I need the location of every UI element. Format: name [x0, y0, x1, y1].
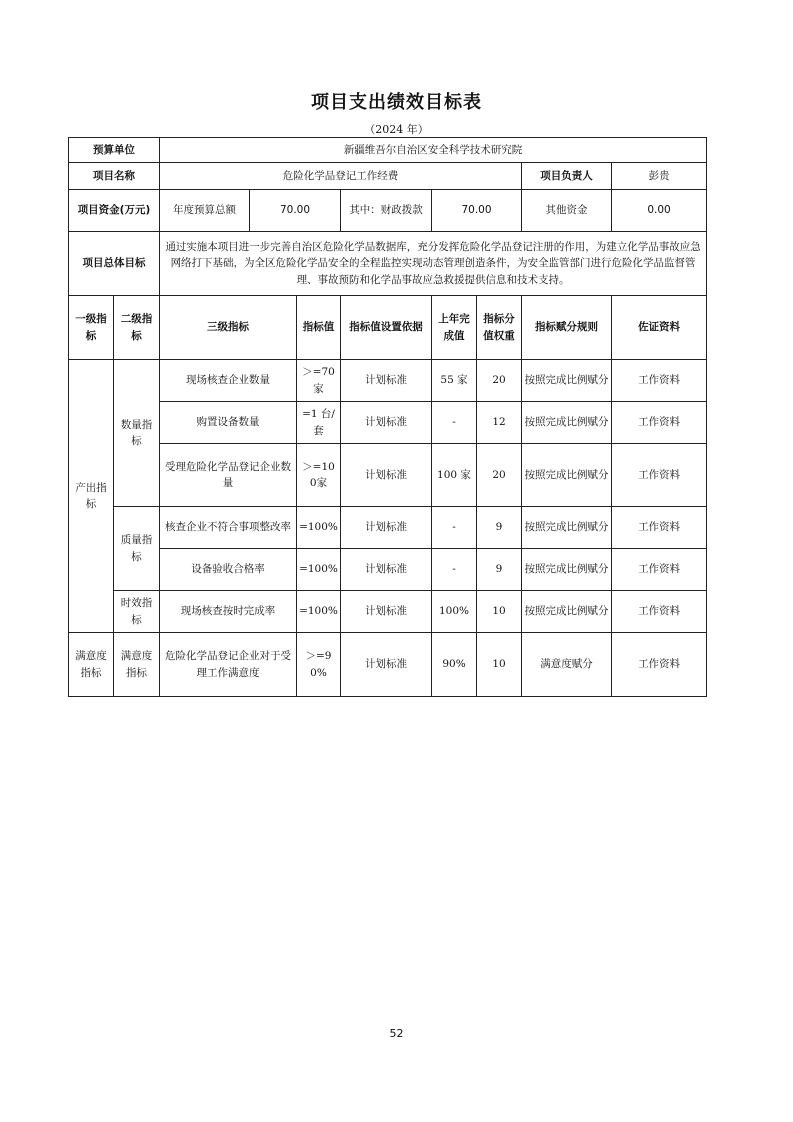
project-name-label: 项目名称 [69, 163, 160, 190]
indicator-value: =1 台/套 [297, 402, 341, 444]
indicator-basis: 计划标准 [341, 360, 432, 402]
project-name-row [69, 163, 707, 190]
funds-row [69, 190, 707, 232]
page-number: 52 [389, 1027, 404, 1040]
header-basis: 指标值设置依据 [341, 296, 432, 360]
indicator-name: 现场核查按时完成率 [160, 591, 297, 633]
project-name-value: 危险化学品登记工作经费 [160, 163, 522, 190]
fiscal-label: 其中：财政拨款 [341, 190, 432, 232]
group-timeliness: 时效指标 [114, 591, 160, 633]
indicator-name: 危险化学品登记企业对于受理工作满意度 [160, 633, 297, 697]
indicator-name: 现场核查企业数量 [160, 360, 297, 402]
indicator-last-year: 55 家 [432, 360, 477, 402]
leader-label: 项目负责人 [522, 163, 612, 190]
indicator-rule: 按照完成比例赋分 [522, 507, 612, 549]
unit-row [69, 138, 707, 163]
indicator-evidence: 工作资料 [612, 549, 707, 591]
goal-text: 通过实施本项目进一步完善自治区危险化学品数据库，充分发挥危险化学品登记注册的作用，为建立化学品事故应急网络打下基础，为全区危险化学品安全的全程监控实现动态管理创造条件，为安全监管部门进行危险化学品监督管理、事故预防和化学品事故应急救援提供信息和技术支持。 [160, 232, 707, 296]
indicator-evidence: 工作资料 [612, 360, 707, 402]
indicator-evidence: 工作资料 [612, 402, 707, 444]
indicator-rule: 满意度赋分 [522, 633, 612, 697]
indicator-rule: 按照完成比例赋分 [522, 360, 612, 402]
unit-value: 新疆维吾尔自治区安全科学技术研究院 [160, 138, 707, 163]
header-level3: 三级指标 [160, 296, 297, 360]
fiscal-value: 70.00 [432, 190, 522, 232]
indicator-weight: 10 [477, 633, 522, 697]
indicator-last-year: - [432, 549, 477, 591]
indicator-last-year: 90% [432, 633, 477, 697]
table-row [69, 507, 707, 549]
table-row [69, 360, 707, 402]
indicator-name: 核查企业不符合事项整改率 [160, 507, 297, 549]
indicator-evidence: 工作资料 [612, 633, 707, 697]
annual-budget-value: 70.00 [250, 190, 341, 232]
table-row [69, 444, 707, 507]
indicator-weight: 10 [477, 591, 522, 633]
unit-label: 预算单位 [69, 138, 160, 163]
goal-label: 项目总体目标 [69, 232, 160, 296]
indicator-weight: 9 [477, 549, 522, 591]
indicator-rule: 按照完成比例赋分 [522, 549, 612, 591]
indicator-rule: 按照完成比例赋分 [522, 402, 612, 444]
indicator-basis: 计划标准 [341, 549, 432, 591]
annual-budget-label: 年度预算总额 [160, 190, 250, 232]
other-funds-value: 0.00 [612, 190, 707, 232]
leader-value: 彭贵 [612, 163, 707, 190]
indicator-basis: 计划标准 [341, 402, 432, 444]
group-satisfaction: 满意度指标 [69, 633, 114, 697]
table-row [69, 549, 707, 591]
group-satisfaction-sub: 满意度指标 [114, 633, 160, 697]
indicator-basis: 计划标准 [341, 633, 432, 697]
indicator-last-year: - [432, 507, 477, 549]
other-funds-label: 其他资金 [522, 190, 612, 232]
indicator-value: =100% [297, 507, 341, 549]
header-evidence: 佐证资料 [612, 296, 707, 360]
header-level2: 二级指标 [114, 296, 160, 360]
indicator-basis: 计划标准 [341, 444, 432, 507]
indicator-rule: 按照完成比例赋分 [522, 444, 612, 507]
header-rule: 指标赋分规则 [522, 296, 612, 360]
header-weight: 指标分值权重 [477, 296, 522, 360]
table-row [69, 633, 707, 697]
table-row [69, 402, 707, 444]
indicator-value: ＞=90% [297, 633, 341, 697]
indicator-evidence: 工作资料 [612, 507, 707, 549]
indicator-value: ＞=70家 [297, 360, 341, 402]
indicator-value: ＞=100家 [297, 444, 341, 507]
header-value: 指标值 [297, 296, 341, 360]
indicator-basis: 计划标准 [341, 591, 432, 633]
year-label: （2024 年） [364, 123, 429, 136]
group-quantity: 数量指标 [114, 360, 160, 507]
header-level1: 一级指标 [69, 296, 114, 360]
group-output: 产出指标 [69, 360, 114, 633]
indicator-last-year: - [432, 402, 477, 444]
indicator-name: 购置设备数量 [160, 402, 297, 444]
table-row [69, 591, 707, 633]
performance-table [68, 137, 707, 697]
indicator-weight: 20 [477, 444, 522, 507]
goal-row [69, 232, 707, 296]
group-quality: 质量指标 [114, 507, 160, 591]
indicator-last-year: 100% [432, 591, 477, 633]
indicator-basis: 计划标准 [341, 507, 432, 549]
indicator-value: =100% [297, 591, 341, 633]
indicator-value: =100% [297, 549, 341, 591]
indicator-name: 受理危险化学品登记企业数量 [160, 444, 297, 507]
funds-label: 项目资金(万元) [69, 190, 160, 232]
indicator-last-year: 100 家 [432, 444, 477, 507]
header-last-year: 上年完成值 [432, 296, 477, 360]
indicator-name: 设备验收合格率 [160, 549, 297, 591]
page-title: 项目支出绩效目标表 [311, 92, 482, 113]
header-row [69, 296, 707, 360]
indicator-rule: 按照完成比例赋分 [522, 591, 612, 633]
indicator-evidence: 工作资料 [612, 591, 707, 633]
indicator-weight: 12 [477, 402, 522, 444]
indicator-weight: 9 [477, 507, 522, 549]
indicator-evidence: 工作资料 [612, 444, 707, 507]
indicator-weight: 20 [477, 360, 522, 402]
